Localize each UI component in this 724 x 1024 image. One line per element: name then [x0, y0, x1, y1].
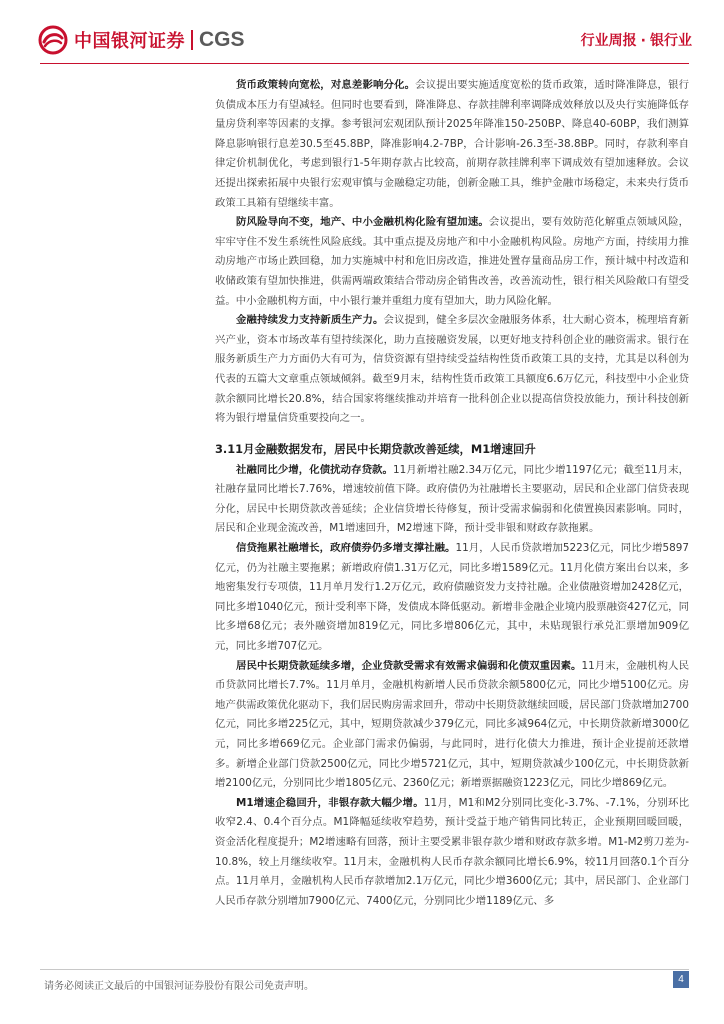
industry-name: 银行业	[650, 33, 692, 49]
paragraph	[215, 76, 689, 213]
paragraph-lead: M1增速企稳回升，非银存款大幅少增。	[236, 796, 424, 809]
footer-divider	[40, 969, 689, 970]
paragraph-lead: 防风险导向不变，地产、中小金融机构化险有望加速。	[236, 216, 489, 229]
page-number: 4	[673, 971, 689, 988]
paragraph-text: 会议提到，健全多层次金融服务体系，壮大耐心资本，梳理培育新兴产业，资本市场改革有望持续深化，助力直接融资发展，以更好地支持科创企业的融资需求。银行在服务新质生产力方面仍大有可为，信贷资源有望持续受益结构性货币政策工具的支持，尤其是以科创为代表的五篇大文章重点领域倾斜。截至9月末，结构性货币政策工具额度6.6万亿元，科技型中小企业贷款余额同比增长20.8%，结合国家将继续推动并培育一批科创企业以提高信贷投放能力，预计科技创新将为银行增量信贷重要投向之一。	[215, 314, 690, 425]
galaxy-logo-icon	[38, 25, 68, 55]
header-separator: ·	[640, 33, 646, 49]
logo-chinese-name: 中国银河证券	[74, 31, 185, 52]
paragraph-lead: 货币政策转向宽松，对息差影响分化。	[236, 79, 416, 91]
paragraph-text: 11月，人民币贷款增加5223亿元，同比少增5897亿元，仍为社融主要拖累；新增政府债1.31万亿元，同比多增1589亿元。11月化债方案出台以来，多地密集发行专项债，11月单月发行1.2万亿元，政府债融资发力支持社融。企业债融资增加2428亿元，同比多增1040亿元，预计受利率下降，发债成本降低驱动。新增非金融企业境内股票融资427亿元，同比多增68亿元；表外融资增加819亿元，同比多增806亿元，其中，未贴现银行承兑汇票增加909亿元，同比多增707亿元。	[215, 542, 689, 653]
paragraph-text: 11月末，金融机构人民币贷款同比增长7.7%。11月单月，金融机构新增人民币贷款余额5800亿元，同比少增5100亿元。房地产供需政策优化驱动下，我们居民购房需求回升，带动中长期贷款继续回暖，居民部门贷款增加2700亿元，同比多增225亿元，其中，短期贷款减少379亿元，同比多减964亿元，中长期贷款新增3000亿元，同比多增669亿元。企业部门需求仍偏弱，与此同时，进行化债大力推进，预计企业提前还款增多。新增企业部门贷款2500亿元，同比少增5721亿元，其中，短期贷款减少100亿元，中长期贷款新增2100亿元，分别同比少增1805亿元、2360亿元；新增票据融资1223亿元，同比少增869亿元。	[215, 659, 689, 790]
logo-english-name: CGS	[199, 28, 245, 51]
disclaimer-notice: 请务必阅读正文最后的中国银河证券股份有限公司免责声明。	[44, 981, 314, 992]
paragraph-lead: 居民中长期贷款延续多增，企业贷款受需求有效需求偏弱和化债双重因素。	[236, 659, 582, 672]
logo-divider	[191, 30, 193, 50]
company-logo	[38, 23, 245, 57]
paragraph	[215, 311, 689, 429]
section-heading: 3.11月金融数据发布，居民中长期贷款改善延续，M1增速回升	[215, 441, 536, 456]
paragraph	[215, 461, 689, 539]
paragraph-lead: 信贷拖累社融增长，政府债券仍多增支撑社融。	[236, 542, 456, 555]
page-header	[0, 0, 724, 62]
paragraph	[215, 794, 689, 912]
paragraph	[215, 213, 689, 311]
paragraph-text: 会议提出要实施适度宽松的货币政策，适时降准降息，银行负债成本压力有望减轻。但同时也要看到，降准降息、存款挂牌利率调降成效释放以及央行实施降低存量房贷利率等因素的支撑。参考银河宏观团队预计2025年降准150-250BP、降息40-60BP，我们测算降息影响银行息差30.5至45.8BP，降准影响4.2-7BP，合计影响-26.3至-38.8BP。同时，存款利率自律定价机制优化，考虑到银行1-5年期存款占比较高，前期存款挂牌利率下调成效有望加速释放。会议还提出探索拓展中央银行宏观审慎与金融稳定功能，创新金融工具，维护金融市场稳定，未来央行货币政策工具箱有望继续丰富。	[215, 79, 690, 209]
report-body	[215, 76, 689, 911]
paragraph-text: 会议提出，要有效防范化解重点领域风险，牢牢守住不发生系统性风险底线。其中重点提及房地产和中小金融机构风险。房地产方面，持续用力推动房地产市场止跌回稳，加力实施城中村和危旧房改造，推进处置存量商品房工作，预计城中村改造和收储政策有望加快推进，供需两端政策结合带动房企销售改善，改善流动性，银行相关风险敞口有望受益。中小金融机构方面，中小银行兼并重组力度有望加大，助力风险化解。	[215, 216, 690, 307]
paragraph-lead: 金融持续发力支持新质生产力。	[236, 314, 384, 327]
header-divider	[40, 63, 689, 64]
paragraph	[215, 657, 689, 794]
paragraph-text: 11月新增社融2.34万亿元，同比少增1197亿元；截至11月末，社融存量同比增长7.76%，增速较前值下降。政府债仍为社融增长主要驱动，居民和企业部门信贷表现分化，居民中长期贷款改善延续；企业信贷增长待修复，预计受需求偏弱和化债置换因素影响。同时，居民和企业现金流改善，M1增速回升，M2增速下降，预计受非银和财政存款拖累。	[215, 463, 689, 535]
paragraph-lead: 社融同比少增，化债扰动存贷款。	[236, 463, 393, 476]
paragraph-text: 11月，M1和M2分别同比变化-3.7%、-7.1%，分别环比收窄2.4、0.4个百分点。M1降幅延续收窄趋势，预计受益于地产销售同比转正，企业预期回暖回暖，资金活化程度提升；M2增速略有回落，预计主要受累非银存款少增和财政存款多增。M1-M2剪刀差为-10.8%，较上月继续收窄。11月末，金融机构人民币存款余额同比增长6.9%，较11月回落0.1个百分点。11月单月，金融机构人民币存款增加2.1万亿元，同比少增3600亿元；其中，居民部门、企业部门人民币存款分别增加7900亿元、7400亿元，分别同比少增1189亿元、多	[215, 796, 689, 907]
paragraph	[215, 539, 689, 657]
report-type: 行业周报	[580, 33, 637, 49]
report-category	[581, 30, 692, 50]
